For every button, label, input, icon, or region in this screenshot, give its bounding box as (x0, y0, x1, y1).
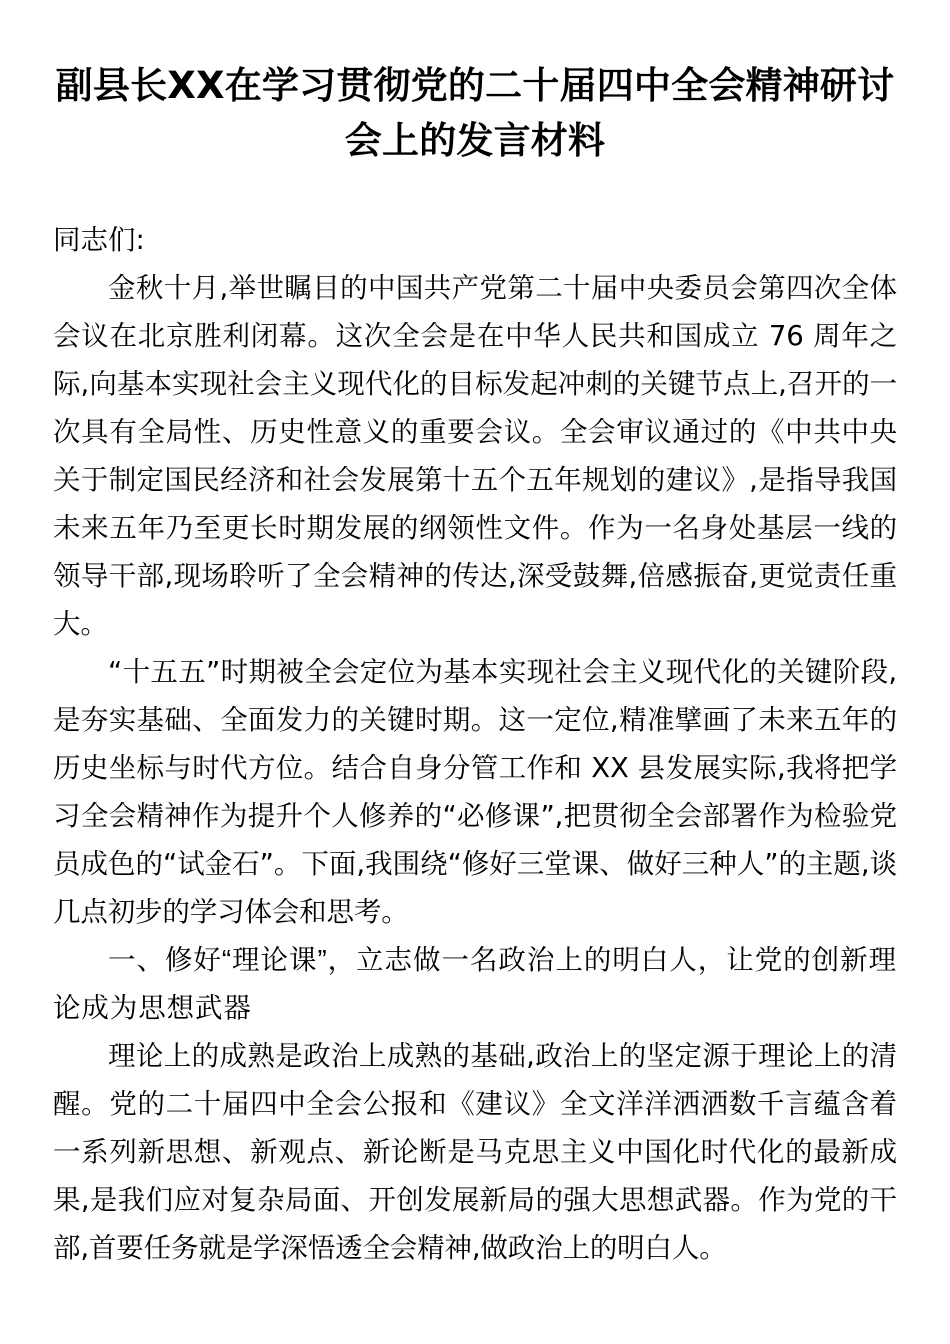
section-heading-1: 一、修好“理论课”，立志做一名政治上的明白人，让党的创新理论成为思想武器 (53, 944, 897, 1023)
paragraph-3: 理论上的成熟是政治上成熟的基础,政治上的坚定源于理论上的清醒。党的二十届四中全会公报和《建议》全文洋洋洒洒数千言蕴含着一系列新思想、新观点、新论断是马克思主义中国化时代化的最新成果,是我们应对复杂局面、开创发展新局的强大思想武器。作为党的干部,首要任务就是学深悟透全会精神,做政治上的明白人。 (53, 1040, 897, 1264)
paragraph-1: 金秋十月,举世瞩目的中国共产党第二十届中央委员会第四次全体会议在北京胜利闭幕。这次全会是在中华人民共和国成立 76 周年之际,向基本实现社会主义现代化的目标发起冲刺的关键节点上,召开的一次具有全局性、历史性意义的重要会议。全会审议通过的《中共中央关于制定国民经济和社会发展第十五个五年规划的建议》,是指导我国未来五年乃至更长时期发展的纲领性文件。作为一名身处基层一线的领导干部,现场聆听了全会精神的传达,深受鼓舞,倍感振奋,更觉责任重大。 (53, 272, 897, 640)
salutation: 同志们: (53, 224, 145, 256)
page-title: 副县长XX在学习贯彻党的二十届四中全会精神研讨会上的发言材料 (55, 64, 895, 162)
paragraph-2: “十五五”时期被全会定位为基本实现社会主义现代化的关键阶段,是夯实基础、全面发力的关键时期。这一定位,精准擘画了未来五年的历史坐标与时代方位。结合自身分管工作和 XX 县发展实际,我将把学习全会精神作为提升个人修养的“必修课”,把贯彻全会部署作为检验党员成色的“试金石”。下面,我围绕“修好三堂课、做好三种人”的主题,谈几点初步的学习体会和思考。 (53, 656, 897, 928)
document-body (53, 0, 897, 1272)
